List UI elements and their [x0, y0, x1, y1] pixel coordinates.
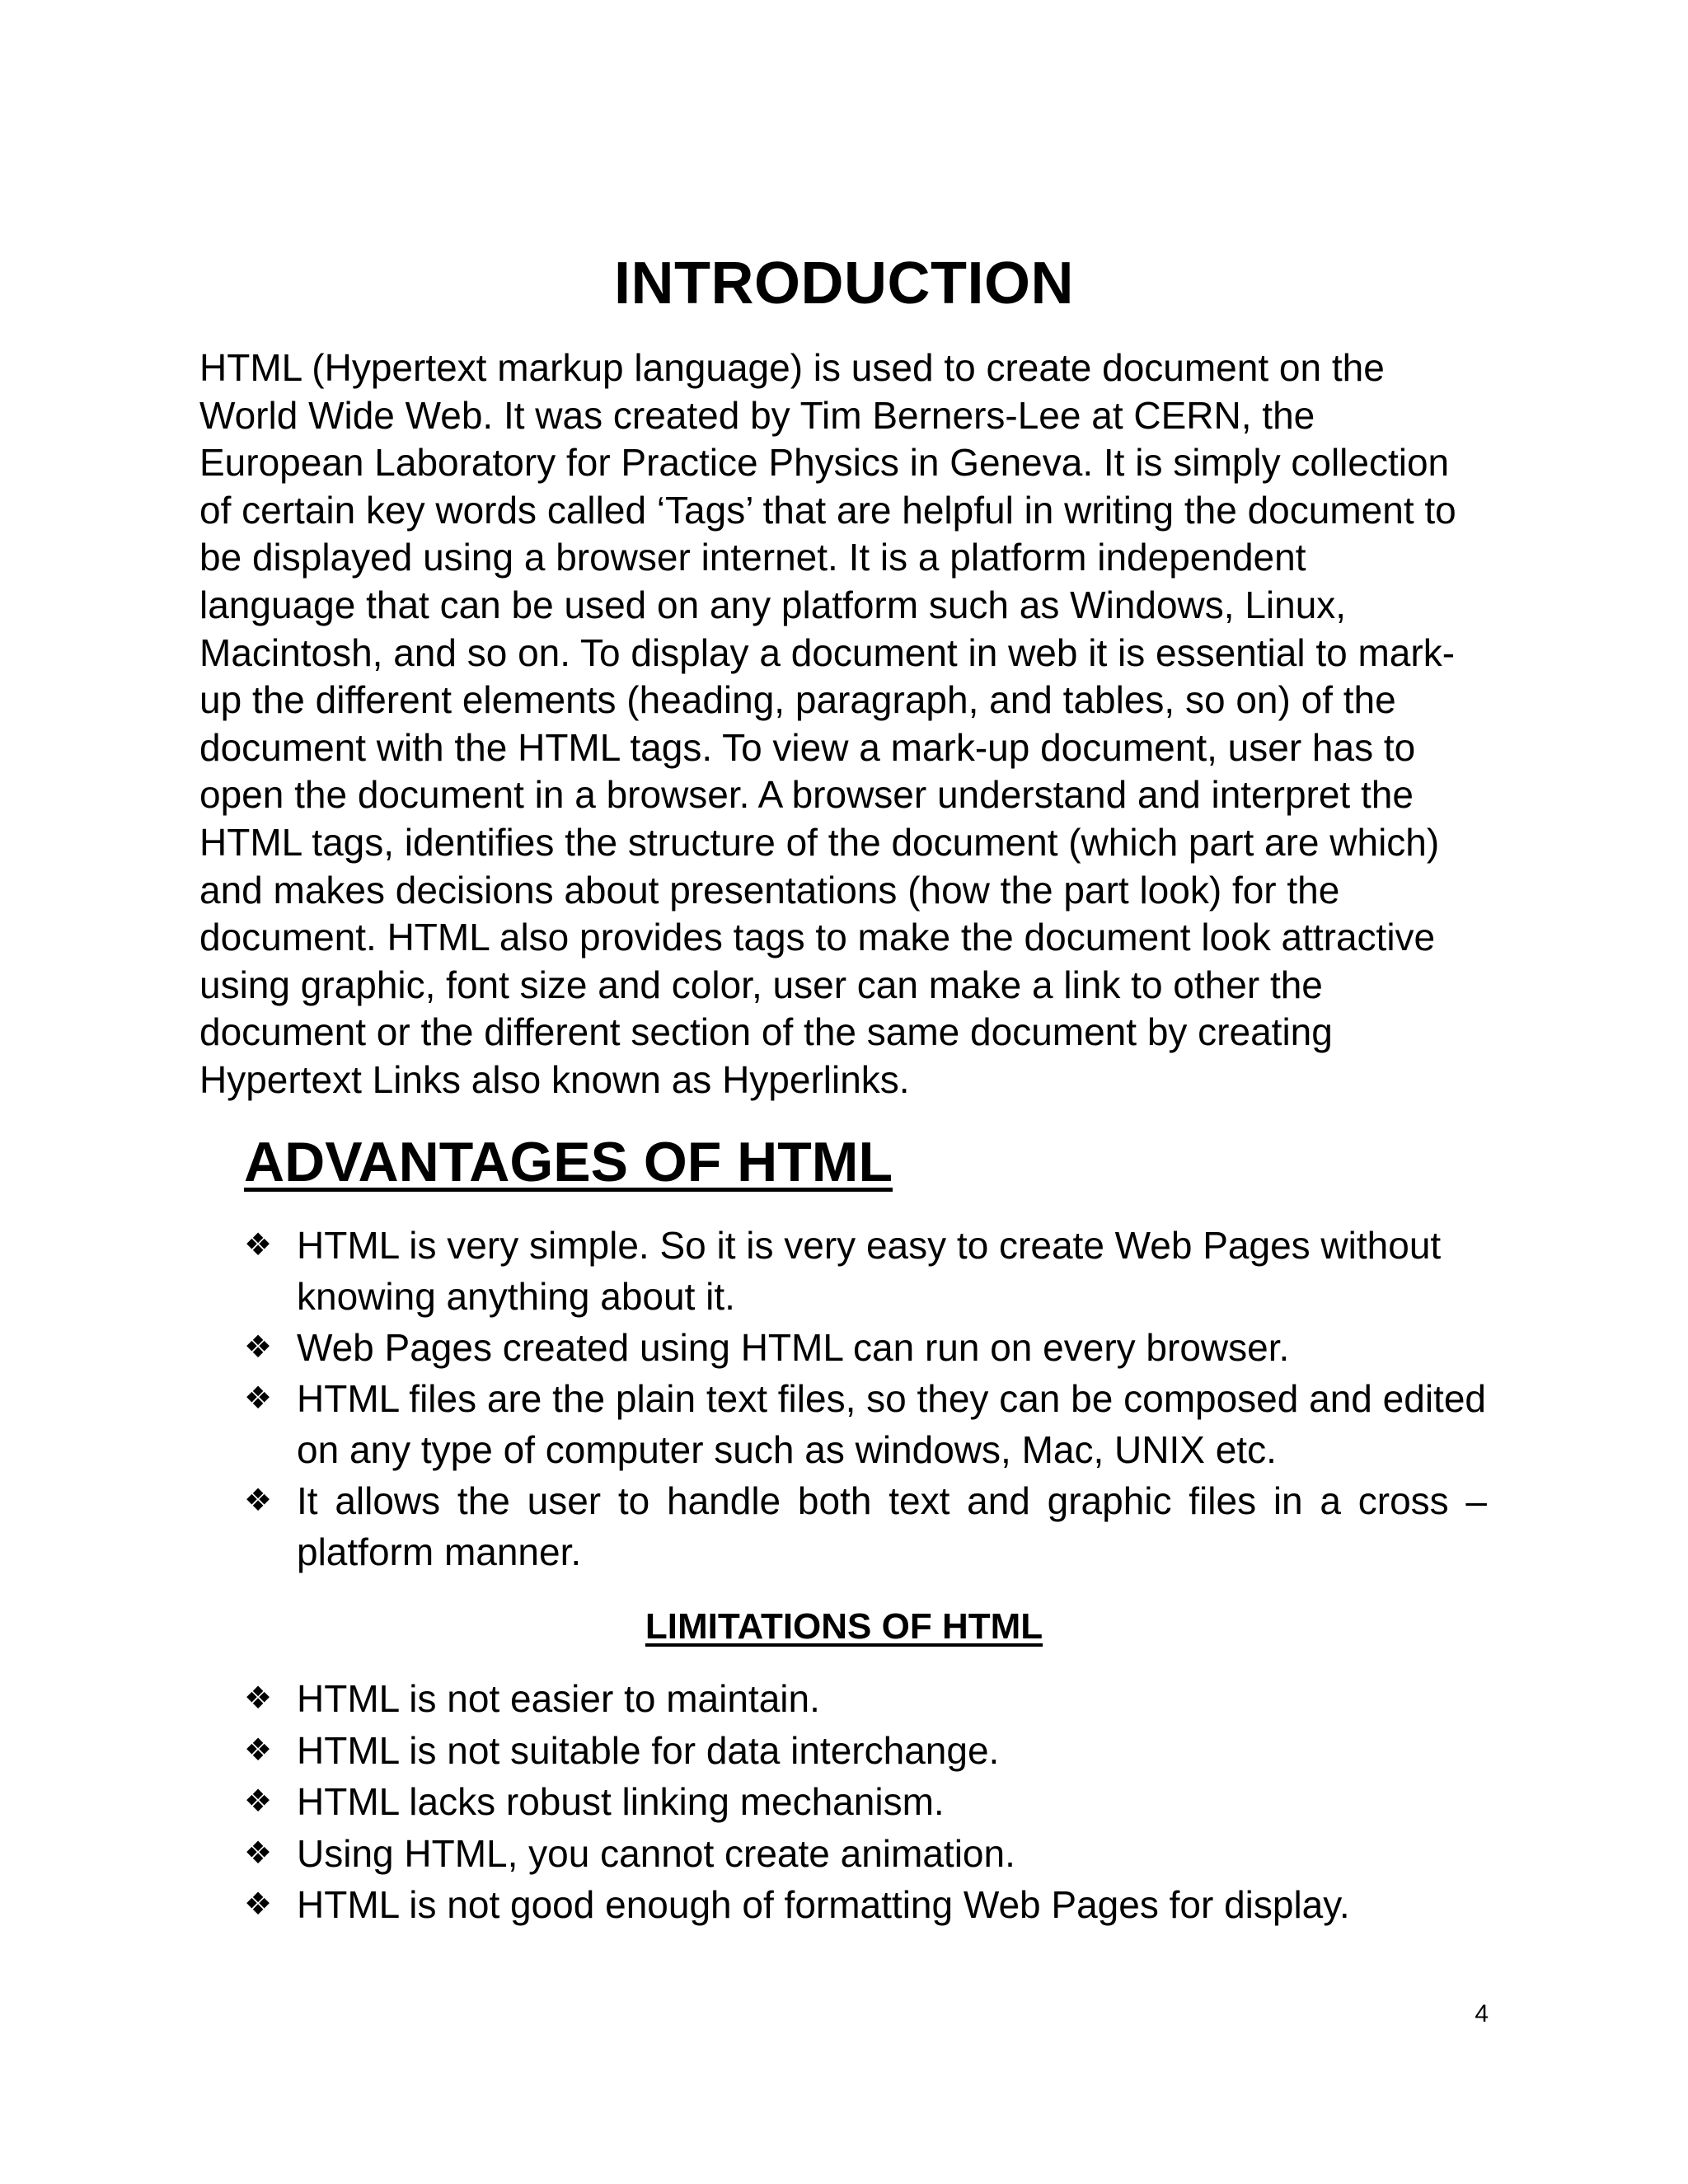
diamond-bullet-icon: ❖ — [244, 1732, 273, 1768]
limitations-heading: LIMITATIONS OF HTML — [645, 1606, 1043, 1647]
diamond-bullet-icon: ❖ — [244, 1887, 273, 1922]
intro-line: Hypertext Links also known as Hyperlinks. — [199, 1057, 910, 1101]
diamond-bullet-icon: ❖ — [244, 1228, 273, 1263]
intro-line: European Laboratory for Practice Physics in Geneva. It is simply collection — [199, 441, 1450, 485]
diamond-bullet-icon: ❖ — [244, 1330, 273, 1365]
intro-line: document with the HTML tags. To view a mark-up document, user has to — [199, 725, 1416, 769]
intro-line: open the document in a browser. A browser understand and interpret the — [199, 773, 1414, 817]
advantage-item — [244, 1475, 1487, 1577]
limitations-list — [244, 1673, 1487, 1931]
page-title: INTRODUCTION — [614, 251, 1074, 316]
limitation-item — [244, 1725, 1487, 1777]
diamond-bullet-icon: ❖ — [244, 1483, 273, 1518]
advantage-item — [244, 1373, 1487, 1475]
limitation-text: HTML lacks robust linking mechanism. — [297, 1780, 945, 1823]
advantages-heading: ADVANTAGES OF HTML — [244, 1131, 893, 1193]
limitation-item — [244, 1828, 1487, 1880]
limitation-text: HTML is not good enough of formatting Web Pages for display. — [297, 1883, 1350, 1926]
advantage-item — [244, 1322, 1487, 1373]
diamond-bullet-icon: ❖ — [244, 1381, 273, 1416]
limitation-text: HTML is not easier to maintain. — [297, 1677, 820, 1720]
intro-line: and makes decisions about presentations (how the part look) for the — [199, 868, 1340, 912]
limitation-item — [244, 1673, 1487, 1725]
intro-line: be displayed using a browser internet. It is a platform independent — [199, 536, 1306, 579]
intro-line: World Wide Web. It was created by Tim Berners-Lee at CERN, the — [199, 393, 1315, 437]
intro-line: language that can be used on any platform such as Windows, Linux, — [199, 583, 1347, 626]
advantage-text: Web Pages created using HTML can run on every browser. — [297, 1326, 1290, 1369]
advantage-item — [244, 1220, 1487, 1322]
advantages-list — [244, 1220, 1487, 1577]
limitation-text: Using HTML, you cannot create animation. — [297, 1831, 1015, 1875]
diamond-bullet-icon: ❖ — [244, 1835, 273, 1871]
intro-line: HTML (Hypertext markup language) is used to create document on the — [199, 346, 1385, 389]
intro-paragraph — [199, 344, 1485, 1104]
limitation-item — [244, 1776, 1487, 1828]
advantage-text: It allows the user to handle both text and graphic files in a cross – platform manner. — [297, 1479, 1487, 1573]
advantage-text: HTML is very simple. So it is very easy to create Web Pages without knowing anything about it. — [297, 1224, 1442, 1318]
intro-line: Macintosh, and so on. To display a document in web it is essential to mark- — [199, 630, 1456, 674]
advantage-text: HTML files are the plain text files, so they can be composed and edited on any type of computer such as windows, Mac, UNIX etc. — [297, 1377, 1486, 1471]
limitation-text: HTML is not suitable for data interchange. — [297, 1728, 1000, 1772]
intro-line: document. HTML also provides tags to make the document look attractive — [199, 916, 1436, 959]
intro-line: document or the different section of the same document by creating — [199, 1010, 1333, 1054]
limitation-item — [244, 1879, 1487, 1931]
intro-line: using graphic, font size and color, user can make a link to other the — [199, 963, 1323, 1006]
page-number: 4 — [1475, 2000, 1489, 2027]
intro-line: of certain key words called ‘Tags’ that are helpful in writing the document to — [199, 488, 1456, 532]
intro-line: HTML tags, identifies the structure of the document (which part are which) — [199, 820, 1440, 864]
diamond-bullet-icon: ❖ — [244, 1784, 273, 1819]
diamond-bullet-icon: ❖ — [244, 1681, 273, 1716]
intro-line: up the different elements (heading, paragraph, and tables, so on) of the — [199, 678, 1396, 722]
